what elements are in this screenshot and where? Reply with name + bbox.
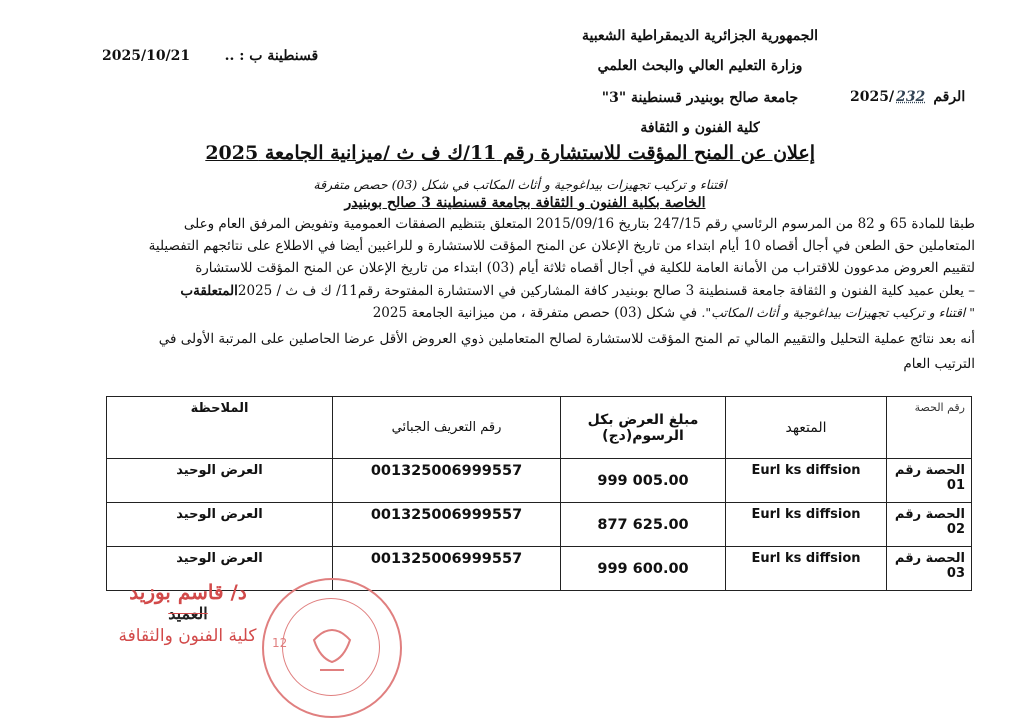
signature-role: العميد: [168, 604, 208, 623]
body-line-5-text: في شكل (03) حصص متفرقة ، من ميزانية الجامعة 2025: [372, 305, 698, 321]
signature-faculty: كلية الفنون والثقافة: [118, 626, 257, 646]
related-item: " اقتناء و تركيب تجهيزات بيداغوجية و أثاث المكاتب".: [701, 305, 975, 320]
announcement-title: إعلان عن المنح المؤقت للاستشارة رقم 11/ك ف ث /ميزانية الجامعة 2025: [205, 142, 815, 164]
row-tax-id: 001325006999557: [333, 459, 561, 503]
table-header-row: [107, 397, 972, 459]
row-amount: 999 005.00: [561, 459, 726, 503]
table-row: [107, 459, 972, 503]
row-tax-id: 001325006999557: [333, 547, 561, 591]
reference-number: [850, 89, 980, 105]
stamp-text: 12: [272, 636, 288, 650]
row-contractor: Eurl ks diffsion: [726, 459, 887, 503]
faculty-heading: كلية الفنون و الثقافة: [640, 120, 760, 136]
body-line-3: لتقييم العروض مدعوون للاقتراب من الأمانة العامة للكلية في أجال أقصاه ثلاثة أيام (03) ابتداء من تاريخ الإعلان عن المنح المؤقت للاستشارة: [195, 260, 975, 276]
row-remark: العرض الوحيد: [107, 547, 333, 591]
row-remark: العرض الوحيد: [107, 503, 333, 547]
place-date: [102, 48, 319, 64]
ref-number: 232: [896, 89, 926, 105]
header-tax-id: رقم التعريف الجبائي: [333, 397, 561, 459]
related-label: المتعلقةب: [180, 283, 238, 299]
row-lot: الحصة رقم 03: [887, 547, 972, 591]
body-line-7: الترتيب العام: [903, 356, 975, 372]
row-lot: الحصة رقم 01: [887, 459, 972, 503]
place-date-label: قسنطينة ب : ..: [224, 48, 319, 64]
ministry-heading: وزارة التعليم العالي والبحث العلمي: [597, 58, 803, 74]
ref-year: 2025/: [850, 89, 895, 105]
republic-heading: الجمهورية الجزائرية الديمقراطية الشعبية: [581, 28, 818, 44]
row-amount: 877 625.00: [561, 503, 726, 547]
row-lot: الحصة رقم 02: [887, 503, 972, 547]
announcement-subtitle-bold: الخاصة بكلية الفنون و الثقافة بجامعة قسنطينة 3 صالح بوبنيدر: [344, 195, 706, 211]
row-amount: 999 600.00: [561, 547, 726, 591]
official-stamp: [262, 578, 402, 718]
row-tax-id: 001325006999557: [333, 503, 561, 547]
body-line-2: المتعاملين حق الطعن في أجال أقصاه 10 أيام ابتداء من تاريخ الإعلان عن المنح المؤقت للاستشارة و للراغبين أيضا في الاطلاع على نتائجهم التفصيلية: [148, 238, 975, 254]
signature-name: د/ قاسم بوزيد: [129, 580, 247, 604]
announcement-subtitle: اقتناء و تركيب تجهيزات بيداغوجية و أثاث المكاتب في شكل (03) حصص متفرقة: [313, 177, 727, 192]
body-line-5: [60, 305, 975, 321]
header-remark: الملاحظة: [107, 397, 333, 459]
body-line-4: [60, 283, 975, 299]
row-remark: العرض الوحيد: [107, 459, 333, 503]
body-line-1: طبقا للمادة 65 و 82 من المرسوم الرئاسي رقم 247/15 بتاريخ 2015/09/16 المتعلق بتنظيم الصفقات العمومية وتفويض المرفق العام وعلى: [183, 216, 975, 232]
header-lot: رقم الحصة: [887, 397, 972, 459]
header-amount: مبلغ العرض بكل الرسوم(دج): [561, 397, 726, 459]
university-heading: جامعة صالح بوبنيدر قسنطينة "3": [601, 90, 799, 106]
results-table: [106, 396, 972, 591]
body-line-6: أنه بعد نتائج عملية التحليل والتقييم المالي تم المنح المؤقت للاستشارة لصالح المتعاملين ذوي العروض الأقل عرضا الحاصلين على المرتبة الأولى في: [158, 331, 975, 347]
body-line-4-text: – يعلن عميد كلية الفنون و الثقافة جامعة قسنطينة 3 صالح بوبنيدر كافة المشاركين في الاستشارة المفتوحة رقم11/ ك ف ث / 2025: [237, 283, 975, 299]
row-contractor: Eurl ks diffsion: [726, 547, 887, 591]
table-row: [107, 503, 972, 547]
row-contractor: Eurl ks diffsion: [726, 503, 887, 547]
date-value: 2025/10/21: [102, 48, 191, 64]
header-contractor: المتعهد: [726, 397, 887, 459]
ref-label: الرقم: [933, 89, 966, 105]
